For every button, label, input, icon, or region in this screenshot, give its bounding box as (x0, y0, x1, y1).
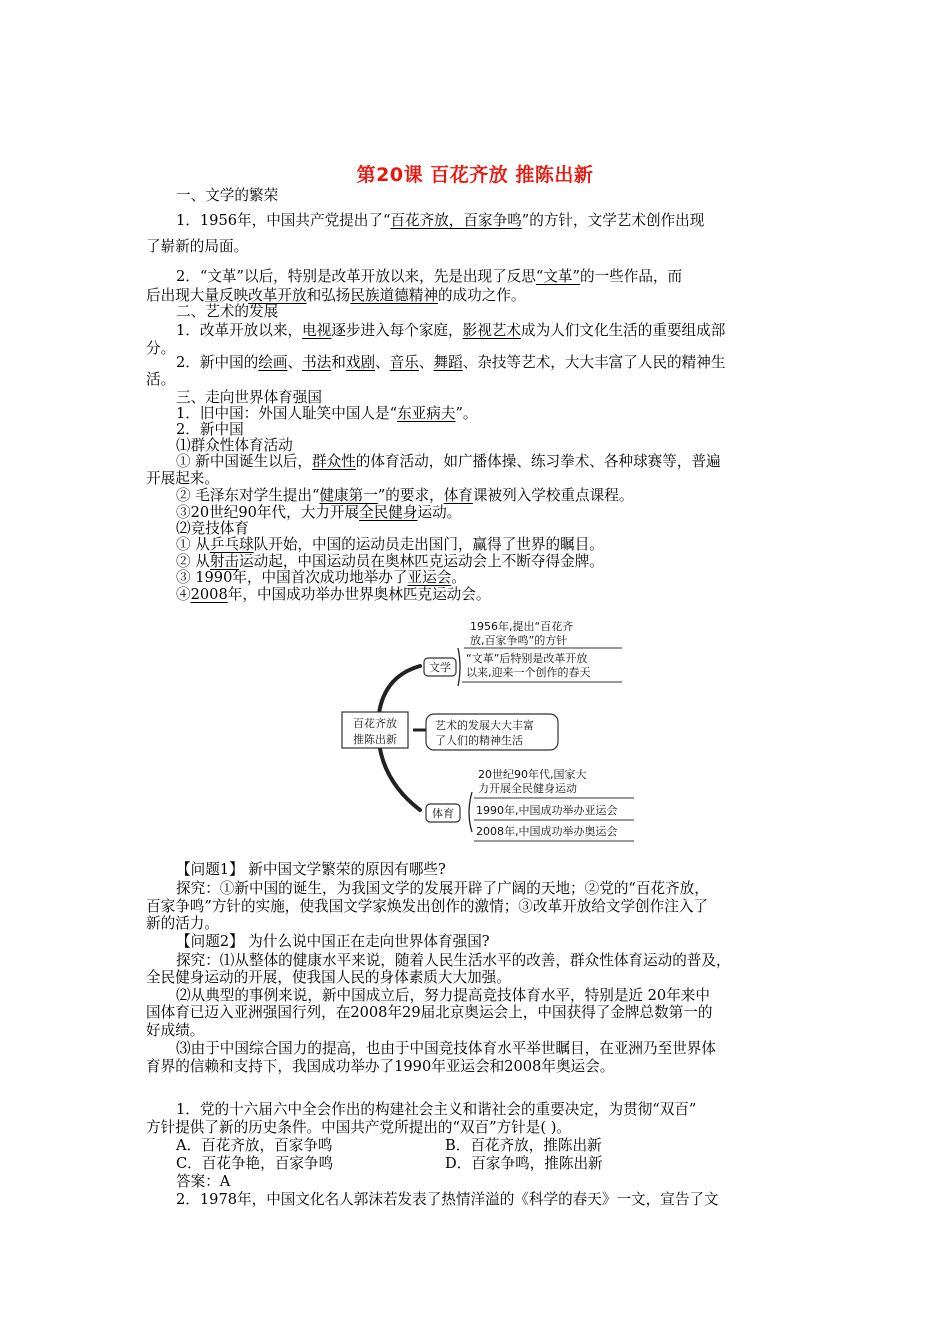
fill-blank: 全民健身 (359, 504, 418, 521)
art-line-1: 艺术的发展大大丰富 (435, 719, 534, 732)
literature-label: 文学 (429, 661, 451, 674)
fill-blank: 群众性 (311, 453, 356, 470)
paragraph-line: ① 从乒乓球队开始，中国的运动员走出国门，赢得了世界的瞩目。 (176, 536, 604, 553)
exercise-1-stem: 方针提供了新的历史条件。中国共产党所提出的“双百”方针是( )。 (146, 1119, 571, 1136)
lit-leaf-2b: 以来,迎来一个创作的春天 (466, 666, 591, 679)
paragraph-line: 开展起来。 (146, 470, 219, 487)
fill-blank: 戏剧 (345, 354, 376, 371)
sp-leaf-1b: 力开展全民健身运动 (478, 782, 577, 795)
page-title: 第20课 百花齐放 推陈出新 (356, 164, 594, 186)
paragraph-line: 全民健身运动的开展，使我国人民的身体素质大大加强。 (146, 969, 511, 986)
paragraph-line: 百家争鸣”方针的实施，使我国文学家焕发出创作的激情；③改革开放给文学创作注入了 (146, 898, 709, 915)
paragraph-line: 活。 (146, 371, 176, 388)
sp-leaf-2: 1990年,中国成功举办亚运会 (476, 804, 618, 817)
fill-blank: 东亚病夫 (397, 405, 456, 422)
paragraph-line: ④2008年，中国成功举办世界奥林匹克运动会。 (176, 586, 491, 603)
sp-leaf-1a: 20世纪90年代,国家大 (478, 768, 587, 781)
paragraph-line: ② 从射击运动起，中国运动员在奥林匹克运动会上不断夺得金牌。 (176, 553, 604, 570)
paragraph-line: 新的活力。 (146, 915, 219, 932)
paragraph-line: ① 新中国诞生以后，群众性的体育活动，如广播体操、练习拳术、各种球赛等，普遍 (176, 453, 721, 470)
option-b: B．百花齐放，推陈出新 (445, 1137, 602, 1154)
paragraph-line: 探究：⑴从整体的健康水平来说，随着人民生活水平的改善，群众性体育运动的普及， (176, 952, 731, 969)
fill-blank: 舞蹈 (433, 354, 463, 371)
mind-map-diagram (338, 618, 638, 846)
fill-blank: 民族道德精神 (350, 287, 438, 304)
lit-leaf-1a: 1956年,提出“百花齐 (470, 620, 574, 633)
section-heading-literature: 一、文学的繁荣 (176, 187, 279, 204)
paragraph-line: 了崭新的局面。 (146, 238, 249, 255)
fill-blank: 改革开放 (248, 287, 307, 304)
answer: 答案：A (176, 1173, 231, 1190)
paragraph-line: 后出现大量反映改革开放和弘扬民族道德精神的成功之作。 (146, 287, 526, 304)
paragraph-line: ⑴群众性体育活动 (176, 437, 293, 454)
paragraph-line: ⑵竞技体育 (176, 520, 249, 537)
option-d: D．百家争鸣，推陈出新 (445, 1155, 603, 1172)
paragraph-line: 育界的信赖和支持下，我国成功举办了1990年亚运会和2008年奥运会。 (146, 1058, 615, 1075)
fill-blank: 亚运会 (407, 569, 452, 586)
fill-blank: 电视 (302, 322, 332, 339)
option-c: C．百花争艳，百家争鸣 (176, 1155, 334, 1172)
paragraph-line: 1．改革开放以来，电视逐步进入每个家庭，影视艺术成为人们文化生活的重要组成部 (176, 322, 726, 339)
paragraph-line: 2．新中国的绘画、书法和戏剧、音乐、舞蹈、杂技等艺术，大大丰富了人民的精神生 (176, 354, 726, 371)
fill-blank: 绘画 (258, 354, 288, 371)
paragraph-line: 2．“文革”以后，特别是改革开放以来，先是出现了反思“文革”的一些作品，而 (176, 268, 683, 285)
sports-label: 体育 (432, 807, 454, 820)
question-2: 【问题2】 为什么说中国正在走向世界体育强国? (176, 933, 490, 950)
fill-blank: 百花齐放，百家争鸣 (390, 212, 522, 229)
paragraph-line: ⑵从典型的事例来说，新中国成立后，努力提高竞技体育水平，特别是近 20年来中 (176, 987, 710, 1004)
exercise-1-stem: 1．党的十六届六中全会作出的构建社会主义和谐社会的重要决定，为贯彻“双百” (176, 1101, 697, 1118)
paragraph-line: ② 毛泽东对学生提出“健康第一”的要求，体育课被列入学校重点课程。 (176, 487, 634, 504)
fill-blank: “文革” (535, 268, 580, 285)
fill-blank: 影视艺术 (462, 322, 521, 339)
paragraph-line: ③20世纪90年代，大力开展全民健身运动。 (176, 504, 462, 521)
lit-leaf-1b: 放,百家争鸣”的方针 (470, 634, 568, 647)
paragraph-line: 国体育已迈入亚洲强国行列，在2008年29届北京奥运会上，中国获得了金牌总数第一的 (146, 1004, 713, 1021)
art-line-2: 了人们的精神生活 (435, 734, 523, 747)
question-1: 【问题1】 新中国文学繁荣的原因有哪些? (176, 861, 446, 878)
fill-blank: 书法 (302, 354, 332, 371)
fill-blank: 射击 (209, 553, 240, 570)
section-heading-sports: 三、走向世界体育强国 (176, 389, 322, 406)
fill-blank: 健康第一 (319, 487, 378, 504)
paragraph-line: ⑶由于中国综合国力的提高，也由于中国竞技体育水平举世瞩目，在亚洲乃至世界体 (176, 1040, 716, 1057)
root-line-2: 推陈出新 (353, 733, 397, 746)
paragraph-line: 2．新中国 (176, 421, 244, 438)
sp-leaf-3: 2008年,中国成功举办奥运会 (476, 825, 618, 838)
paragraph-line: ③ 1990年，中国首次成功地举办了亚运会。 (176, 569, 466, 586)
paragraph-line: 1．1956年，中国共产党提出了“百花齐放，百家争鸣”的方针，文学艺术创作出现 (176, 212, 705, 229)
paragraph-line: 好成绩。 (146, 1022, 205, 1039)
fill-blank: 2008 (190, 586, 228, 603)
fill-blank: 音乐 (389, 354, 419, 371)
paragraph-line: 探究：①新中国的诞生，为我国文学的发展开辟了广阔的天地；②党的“百花齐放， (176, 880, 709, 897)
option-a: A．百花齐放，百家争鸣 (176, 1137, 333, 1154)
root-line-1: 百花齐放 (353, 717, 397, 730)
lit-leaf-2a: “文革”后特别是改革开放 (466, 652, 588, 665)
exercise-2-stem: 2．1978年，中国文化名人郭沫若发表了热情洋溢的《科学的春天》一文，宣告了文 (176, 1191, 719, 1208)
fill-blank: 体育 (443, 487, 473, 504)
section-heading-art: 二、艺术的发展 (176, 303, 279, 320)
paragraph-line: 分。 (146, 340, 176, 357)
paragraph-line: 1．旧中国：外国人耻笑中国人是“东亚病夫”。 (176, 405, 478, 422)
fill-blank: 乒乓球 (209, 536, 254, 553)
